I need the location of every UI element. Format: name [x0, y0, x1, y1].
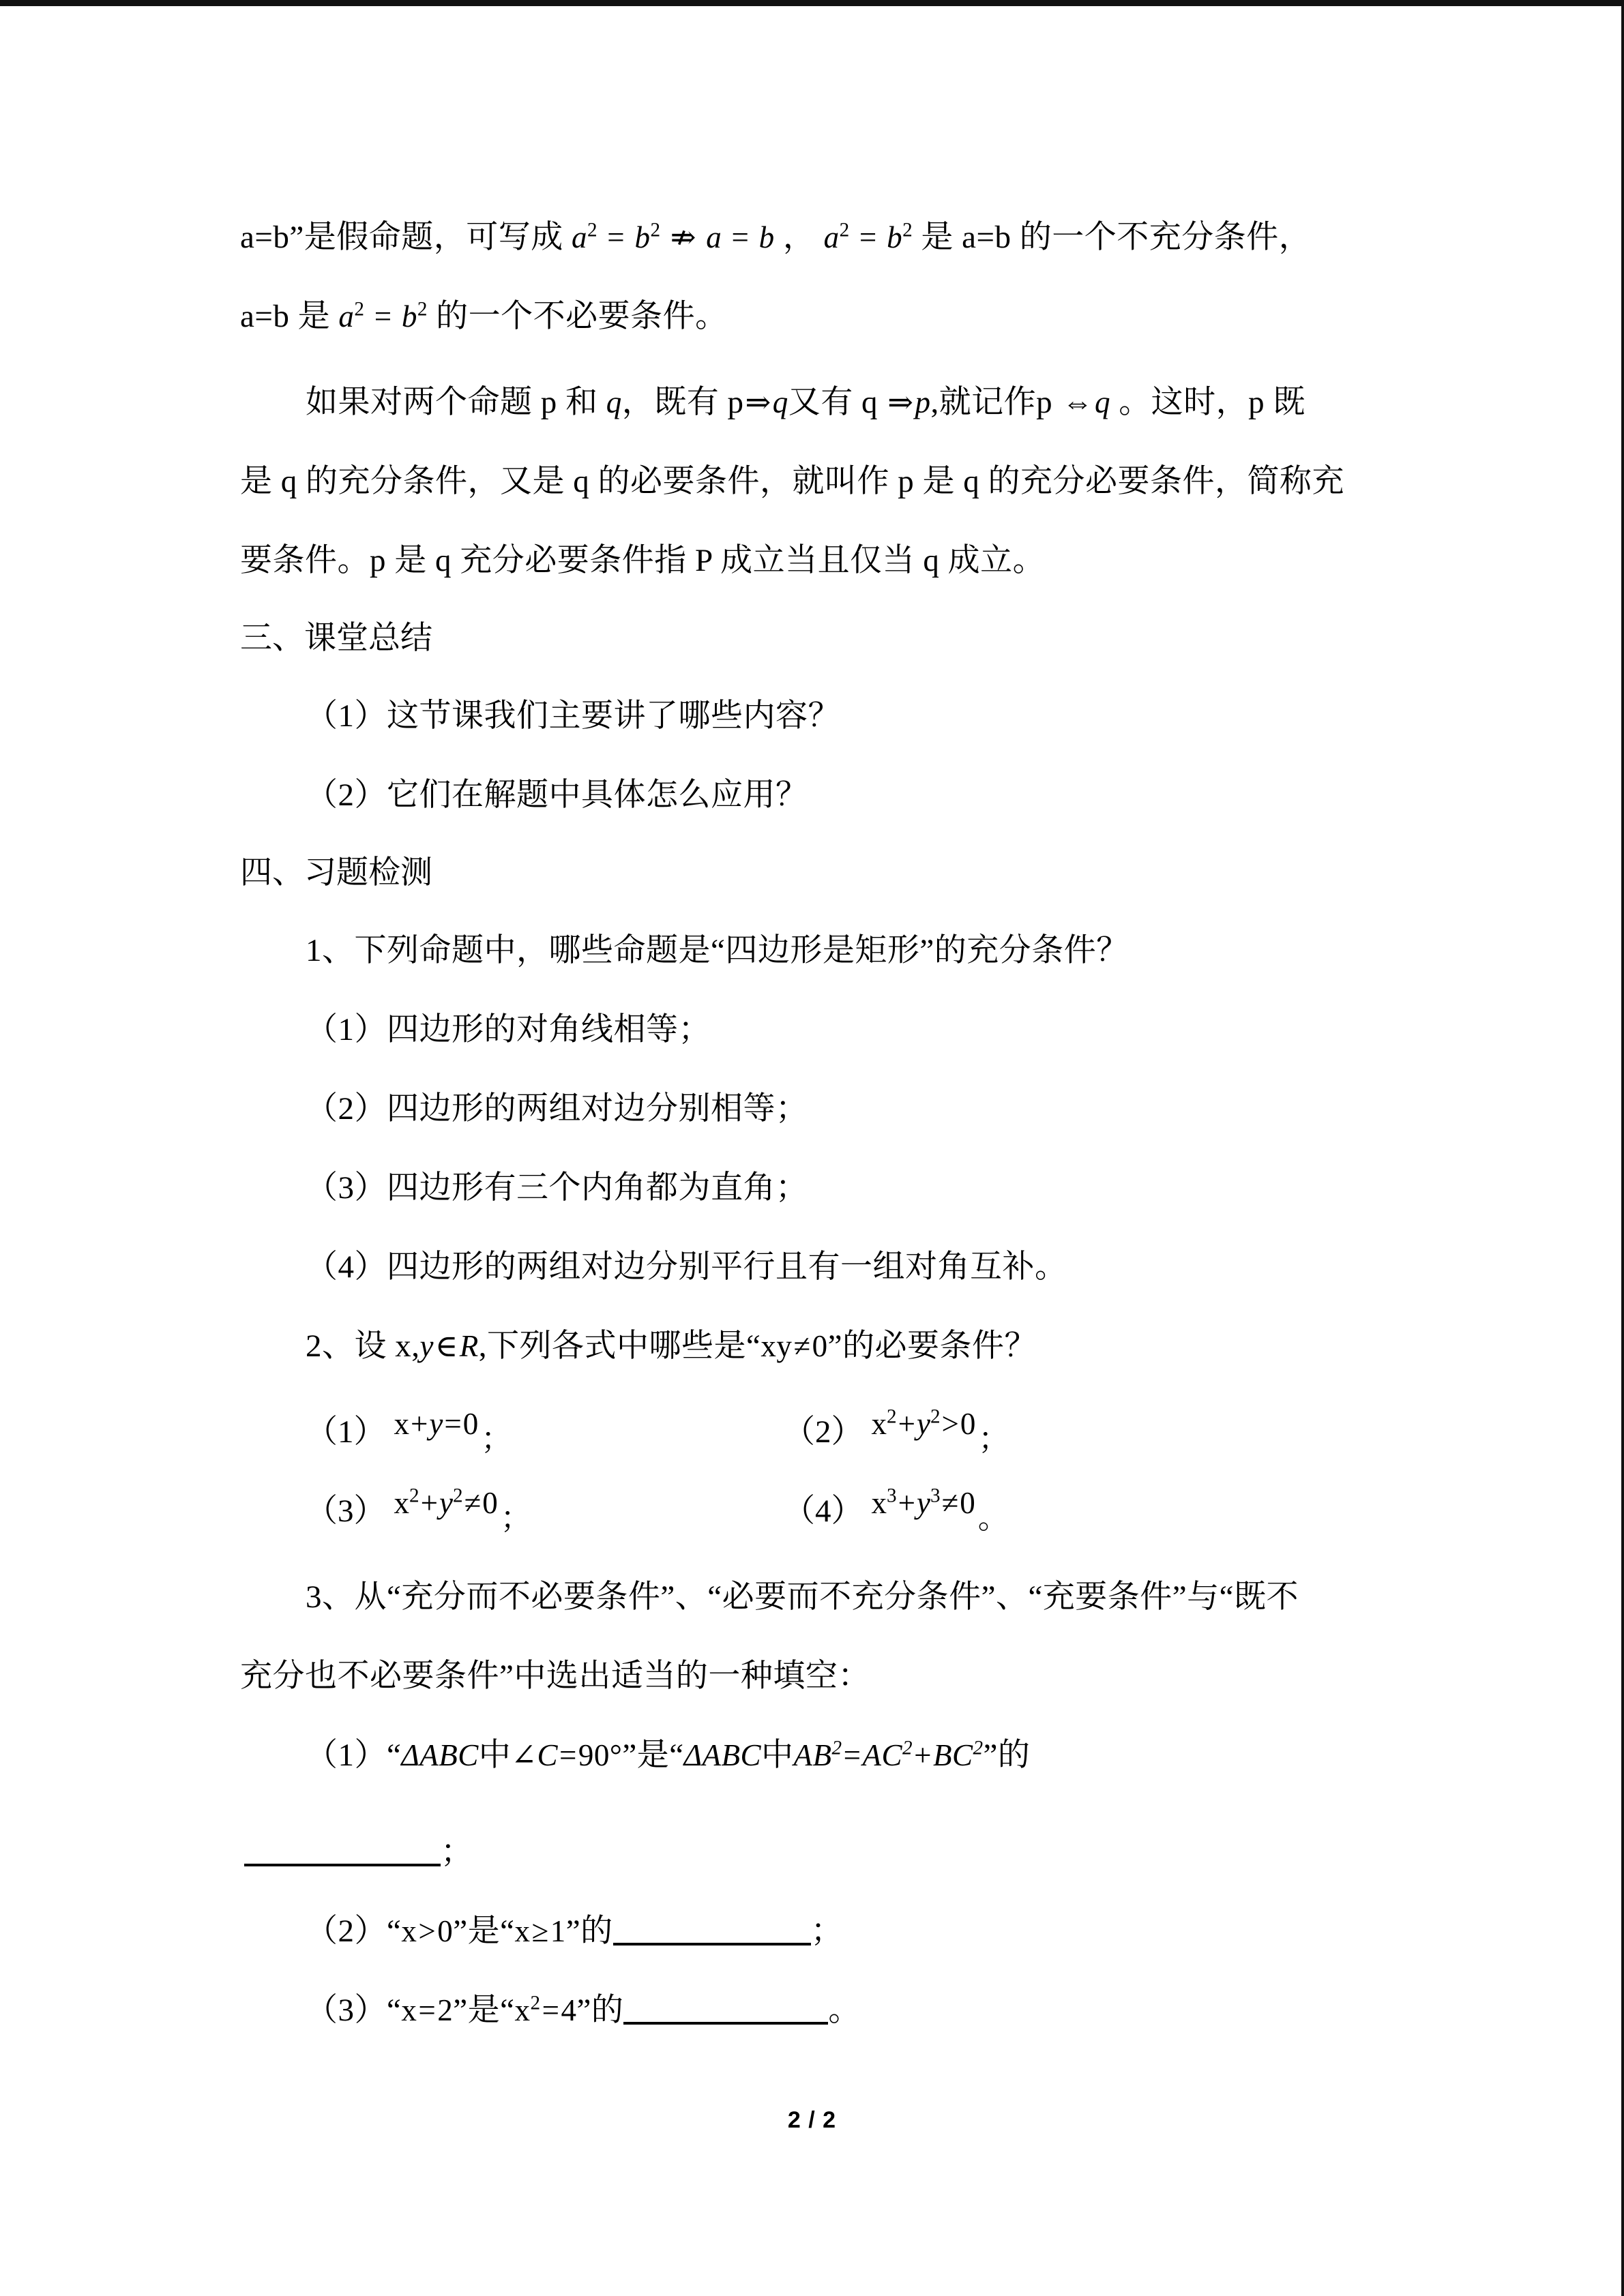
p1-text-lead: a=b”是假命题，可写成 [240, 220, 563, 255]
q3-1-mid: ”是“ [622, 1738, 684, 1773]
opt2-rhs: 0 [960, 1407, 976, 1441]
opt4-tail: 。 [977, 1501, 1009, 1535]
exercise-3-stem-line-1: 3、从“充分而不必要条件”、“必要而不充分条件”、“充要条件”与“既不 [306, 1579, 1299, 1615]
triangle-abc-1: ΔABC [401, 1738, 479, 1772]
opt1-plus: + [411, 1407, 428, 1441]
q3-2-label: （2）“ [306, 1913, 402, 1949]
segment-ac: AC [862, 1738, 902, 1772]
p1-comma: ， [782, 220, 816, 255]
math-R: R [459, 1329, 479, 1363]
opt4-y: y [916, 1486, 930, 1520]
opt1-tail: ； [481, 1422, 512, 1456]
opt4-relation: ≠ [941, 1486, 959, 1520]
paragraph-necessary [240, 277, 1321, 356]
opt2-relation: > [941, 1407, 959, 1441]
exercise-1-item-2: （2）四边形的两组对边分别相等； [306, 1091, 808, 1127]
q3-1-zhong-1: 中 [478, 1738, 512, 1773]
not-equal-icon: ≠ [793, 1329, 811, 1363]
q3-1-blank-tail: ； [441, 1834, 473, 1870]
opt2-x-exponent: 2 [887, 1405, 897, 1428]
q3-2-lhs-number: 0 [437, 1914, 454, 1948]
math-q2: q [772, 385, 788, 419]
q3-3-rhs-number: 4 [561, 1993, 577, 2027]
math-b3-exponent: 2 [902, 219, 913, 241]
p3-text-4: ,就记作p [930, 385, 1061, 420]
implies-icon-2: ⇒ [887, 385, 914, 419]
q3-3-end: ”的 [576, 1993, 624, 2028]
q2-stem-c: ”的必要条件？ [827, 1328, 1037, 1364]
document-body [240, 198, 1344, 2050]
segment-bc-exponent: 2 [973, 1737, 984, 1759]
q3-1-end: ”的 [983, 1738, 1031, 1773]
paragraph-equivalence [240, 363, 1321, 442]
q3-2-lhs-x: x [401, 1914, 417, 1948]
math-a2: a [706, 220, 722, 254]
exercise-2-option-3 [306, 1472, 742, 1551]
section-heading-4: 四、习题检测 [240, 855, 432, 891]
q3-2-end: ”的 [565, 1913, 613, 1949]
exercise-2-option-1 [306, 1392, 742, 1472]
opt3-x: x [394, 1486, 409, 1520]
exercise-2-options-row-2 [240, 1472, 1321, 1551]
option-label-2: （2） [783, 1414, 863, 1450]
opt1-x: x [394, 1407, 409, 1441]
exercise-1-stem: 1、下列命题中，哪些命题是“四边形是矩形”的充分条件？ [306, 933, 1129, 968]
page-footer: 2 / 2 [787, 2107, 837, 2133]
greater-or-equal-icon: ≥ [531, 1914, 549, 1948]
exercise-1-item-4: （4）四边形的两组对边分别平行且有一组对角互补。 [306, 1249, 1067, 1285]
math-zero: 0 [812, 1329, 828, 1363]
q2-stem-b: ,下列各式中哪些是“ [478, 1328, 761, 1364]
spacer [240, 356, 1321, 363]
implies-icon-1: ⇒ [745, 385, 771, 419]
math-q3: q [1094, 385, 1110, 419]
segment-bc: BC [932, 1738, 973, 1772]
q3-3-label: （3）“ [306, 1993, 402, 2028]
math-a4-exponent: 2 [354, 298, 365, 320]
math-equals-2: = [731, 220, 750, 254]
degree-90: 90° [578, 1738, 623, 1772]
math-equals: = [607, 220, 625, 254]
q3-2-blank-tail: ； [810, 1913, 844, 1949]
segment-ab-exponent: 2 [831, 1737, 842, 1759]
angle-c: ∠C [511, 1738, 559, 1772]
p3-text-2: ，既有 p [621, 385, 744, 420]
option-label-3: （3） [306, 1493, 386, 1529]
spacer [240, 1386, 1321, 1392]
exercise-1-item-1: （1）四边形的对角线相等； [306, 1012, 711, 1047]
iff-icon: ⇔ [1062, 385, 1093, 419]
q3-3-rhs-x: x [514, 1993, 531, 2027]
q3-2-rhs-x: x [514, 1914, 531, 1948]
paragraph-iff-meaning: 要条件。p 是 q 充分必要条件指 P 成立当且仅当 q 成立。 [240, 543, 1046, 578]
q3-3-blank-tail: 。 [828, 1993, 861, 2028]
opt3-plus: + [420, 1486, 438, 1520]
q3-1-label: （1）“ [306, 1738, 402, 1773]
opt4-y-exponent: 3 [930, 1485, 941, 1507]
p2-text-lead: a=b 是 [240, 299, 331, 334]
math-b: b [634, 220, 651, 254]
triangle-abc-2: ΔABC [683, 1738, 762, 1772]
math-p1: p [915, 385, 931, 419]
opt1-relation: = [444, 1407, 462, 1441]
exercise-2-stem [240, 1307, 1321, 1386]
opt4-rhs: 0 [960, 1486, 975, 1520]
q3-2-rhs-number: 1 [550, 1914, 566, 1948]
paragraph-continuation [240, 198, 1321, 277]
math-a3: a [823, 220, 840, 254]
answer-blank-2[interactable] [613, 1912, 811, 1945]
exercise-3-item-2 [240, 1892, 1321, 1971]
opt4-x: x [871, 1486, 887, 1520]
p3-text-5: 。这时，p 既 [1110, 385, 1305, 420]
q3-1-equals-1: = [559, 1738, 577, 1772]
math-equals-3: = [859, 220, 877, 254]
q3-3-lhs-number: 2 [437, 1993, 454, 2027]
opt3-rhs: 0 [482, 1486, 498, 1520]
math-b4-exponent: 2 [417, 298, 428, 320]
opt1-y: y [429, 1407, 443, 1441]
option-label-4: （4） [783, 1493, 863, 1529]
answer-blank-1[interactable] [244, 1833, 441, 1866]
math-a-exponent: 2 [587, 219, 598, 241]
opt4-plus: + [898, 1486, 915, 1520]
math-b4: b [401, 299, 417, 333]
exercise-1-item-3: （3）四边形有三个内角都为直角； [306, 1170, 808, 1206]
answer-blank-3[interactable] [623, 1991, 828, 2025]
greater-than-icon: > [418, 1914, 437, 1948]
opt3-tail: ； [500, 1501, 531, 1535]
math-b-exponent: 2 [650, 219, 661, 241]
q3-3-mid: ”是“ [453, 1993, 515, 2028]
not-implies-icon: ⇏ [670, 220, 696, 254]
element-of-icon: ∈ [434, 1329, 458, 1363]
q3-1-plus: + [914, 1738, 932, 1772]
exercise-2-option-2 [742, 1392, 1009, 1472]
summary-item-1: （1）这节课我们主要讲了哪些内容？ [306, 698, 840, 734]
opt2-plus: + [898, 1407, 915, 1441]
p3-text-1: 如果对两个命题 p 和 [306, 385, 606, 420]
math-q1: q [606, 385, 622, 419]
math-equals-4: = [374, 299, 392, 333]
p3-text-3: 又有 q [788, 385, 887, 420]
math-a3-exponent: 2 [839, 219, 850, 241]
math-b2: b [758, 220, 775, 254]
math-a: a [571, 220, 587, 254]
opt2-tail: ； [978, 1422, 1009, 1456]
q3-1-zhong-2: 中 [761, 1738, 794, 1773]
math-xy: xy [761, 1329, 793, 1363]
segment-ac-exponent: 2 [902, 1737, 913, 1759]
math-a4: a [338, 299, 355, 333]
q3-3-equals-1: = [418, 1993, 437, 2027]
math-b3: b [887, 220, 903, 254]
p1-text-tail: 是 a=b 的一个不充分条件， [921, 220, 1312, 255]
opt2-y: y [916, 1407, 930, 1441]
exercise-2-option-4 [742, 1472, 1009, 1551]
opt2-y-exponent: 2 [930, 1405, 941, 1428]
paragraph-sufficient-necessary: 是 q 的充分条件，又是 q 的必要条件，就叫作 p 是 q 的充分必要条件，简称充 [240, 464, 1344, 499]
summary-item-2: （2）它们在解题中具体怎么应用？ [306, 777, 808, 813]
math-y: y [419, 1329, 434, 1363]
exercise-3-stem-line-2: 充分也不必要条件”中选出适当的一种填空： [240, 1658, 870, 1694]
q3-2-mid: ”是“ [453, 1913, 515, 1949]
p2-text-tail: 的一个不必要条件。 [436, 299, 728, 334]
exercise-2-options-row-1 [240, 1392, 1321, 1472]
exercise-3-item-1 [240, 1716, 1321, 1795]
q3-3-rhs-exponent: 2 [530, 1992, 541, 2014]
segment-ab: AB [793, 1738, 832, 1772]
option-label-1: （1） [306, 1414, 386, 1450]
opt3-y-exponent: 2 [452, 1485, 463, 1507]
q2-stem-a: 2、设 x, [306, 1328, 420, 1364]
opt3-x-exponent: 2 [409, 1485, 419, 1507]
opt4-x-exponent: 3 [887, 1485, 897, 1507]
q3-3-lhs-x: x [401, 1993, 417, 2027]
q3-1-equals-2: = [843, 1738, 861, 1772]
opt2-x: x [871, 1407, 887, 1441]
spacer [240, 1795, 1321, 1813]
opt3-y: y [439, 1486, 453, 1520]
opt1-rhs: 0 [462, 1407, 479, 1441]
opt3-relation: ≠ [464, 1486, 482, 1520]
exercise-3-item-1-answer-line [240, 1813, 1321, 1892]
spacer [240, 1551, 1321, 1557]
section-heading-3: 三、课堂总结 [240, 621, 432, 656]
q3-3-equals-2: = [542, 1993, 560, 2027]
exercise-3-item-3 [240, 1971, 1321, 2050]
